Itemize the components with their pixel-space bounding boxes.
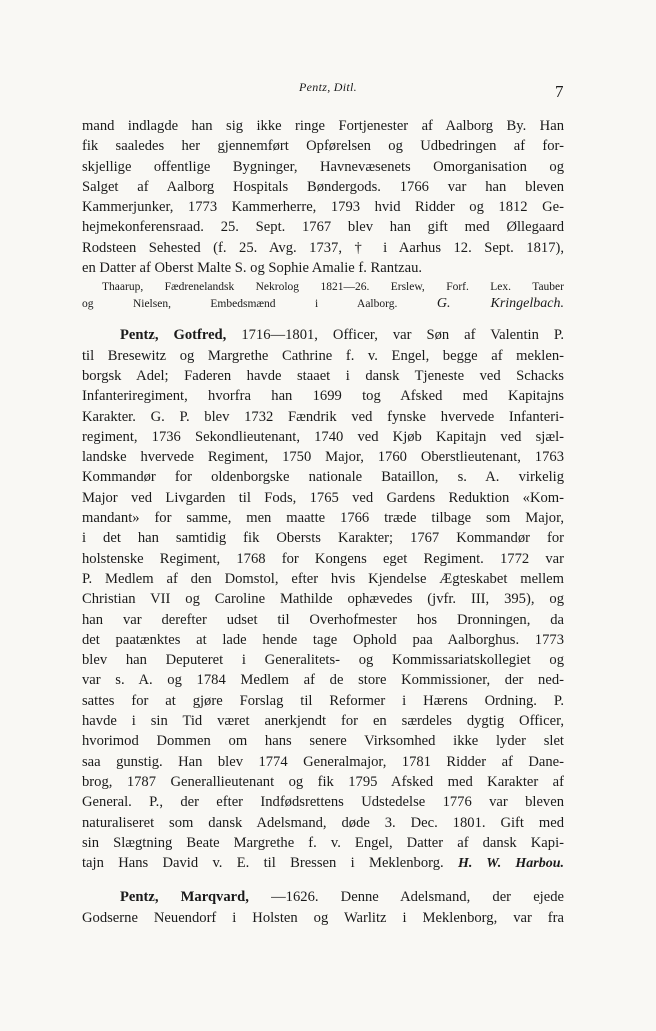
text-line: Kammerjunker, 1773 Kammerherre, 1793 hvid Ridder og 1812 Ge-	[82, 199, 564, 216]
text-line: fik saaledes her gjennemført Opførelsen og Udbedringen af for-	[82, 138, 564, 155]
text-line: var s. A. og 1784 Medlem af de store Kommissioner, der ned-	[82, 672, 564, 689]
references	[82, 280, 564, 311]
text-line: holstenske Regiment, 1768 for Kongens eget Regiment. 1772 var	[82, 550, 564, 567]
text-line: i det han samtidig fik Obersts Karakter; 1767 Kommandør for	[82, 530, 564, 547]
text-line: General. P., der efter Indfødsrettens Udstedelse 1776 var bleven	[82, 794, 564, 811]
text-line: en Datter af Oberst Malte S. og Sophie Amalie f. Rantzau.	[82, 260, 423, 277]
text-line: mandant» for samme, men maatte 1766 træde tilbage som Major,	[82, 510, 564, 527]
text-line: Godserne Neuendorf i Holsten og Warlitz i Meklenborg, var fra	[82, 909, 564, 926]
text-line: Infanteriregiment, hvorfra han 1699 tog Afsked med Kapitajns	[82, 388, 564, 405]
text-line: sin Slægtning Beate Margrethe f. v. Engel, Datter af dansk Kapi-	[82, 834, 564, 851]
text-line: blev han Deputeret i Generalitets- og Kommissariatskollegiet og	[82, 652, 564, 669]
entry-headword: Pentz, Marqvard,	[120, 889, 249, 906]
page-number: 7	[555, 82, 564, 101]
entry-pentz-gotfred	[82, 325, 564, 873]
text-line: hvorimod Dommen om hans senere Virksomhed ikke lyder slet	[82, 733, 564, 750]
text-line: havde i sin Tid været anerkjendt for en særdeles dygtig Officer,	[82, 713, 564, 730]
text-line: P. Medlem af den Domstol, efter hvis Kjendelse Ægteskabet mellem	[82, 570, 564, 587]
text-line: Salget af Aalborg Hospitals Bøndergods. 1766 var han bleven	[82, 178, 564, 195]
text-line: han var derefter udset til Overhofmester hos Dronningen, da	[82, 611, 564, 628]
text-line: det paatænktes at lade hende tage Ophold paa Aalborghus. 1773	[82, 631, 564, 648]
text-line	[82, 887, 564, 907]
text-line: til Bresewitz og Margrethe Cathrine f. v. Engel, begge af meklen-	[82, 347, 564, 364]
text-line: Major ved Livgarden til Fods, 1765 ved Gardens Reduktion «Kom-	[82, 489, 564, 506]
entry-text: 1716—1801, Officer, var Søn af Valentin P.	[241, 327, 564, 344]
text-line: hejmekonferensraad. 25. Sept. 1767 blev han gift med Øllegaard	[82, 219, 564, 236]
text-line	[82, 325, 564, 345]
entry-continuation	[82, 116, 564, 311]
text-line: mand indlagde han sig ikke ringe Fortjenester af Aalborg By. Han	[82, 118, 564, 134]
text-line: landske hvervede Regiment, 1750 Major, 1760 Oberstlieutenant, 1763	[82, 449, 564, 466]
entry-pentz-marqvard	[82, 887, 564, 928]
text-line: regiment, 1736 Sekondlieutenant, 1740 ved Kjøb Kapitajn ved sjæl-	[82, 428, 564, 445]
text-line	[82, 853, 564, 873]
author-signature: G. Kringelbach.	[436, 295, 565, 311]
entry-headword: Pentz, Gotfred,	[120, 327, 227, 344]
author-signature: H. W. Harbou.	[458, 856, 564, 872]
text-line: naturaliseret som dansk Adelsmand, døde 3. Dec. 1801. Gift med	[82, 814, 564, 831]
text-line: skjellige offentlige Bygninger, Havnevæsenets Omorganisation og	[82, 158, 564, 175]
text-line: Karakter. G. P. blev 1732 Fændrik ved fynske hvervede Infanteri-	[82, 408, 564, 425]
text-line: brog, 1787 Generallieutenant og fik 1795 Afsked med Karakter af	[82, 773, 564, 790]
text-line: borgsk Adel; Faderen havde staaet i dansk Tjeneste ved Schacks	[82, 367, 564, 384]
text-line: Kommandør for oldenborgske nationale Bataillon, s. A. virkelig	[82, 469, 564, 486]
reference-text: og Nielsen, Embedsmænd i Aalborg.	[82, 297, 398, 310]
text-line: Christian VII og Caroline Mathilde ophævedes (jvfr. III, 395), og	[82, 591, 564, 608]
running-header: Pentz, Ditl.	[299, 80, 357, 94]
page-body	[82, 116, 564, 928]
entry-text: tajn Hans David v. E. til Bressen i Meklenborg.	[82, 855, 444, 872]
reference-line	[82, 296, 564, 312]
reference-line: Thaarup, Fædrenelandsk Nekrolog 1821—26. Erslew, Forf. Lex. Tauber	[102, 281, 564, 294]
entry-text: —1626. Denne Adelsmand, der ejede	[271, 889, 564, 906]
text-line: saa gunstig. Han blev 1774 Generalmajor, 1781 Ridder af Dane-	[82, 753, 564, 770]
text-line: sattes for at gjøre Forslag til Reformer i Hærens Ordning. P.	[82, 692, 564, 709]
text-line: Rodsteen Sehested (f. 25. Avg. 1737, † i Aarhus 12. Sept. 1817),	[82, 239, 564, 256]
